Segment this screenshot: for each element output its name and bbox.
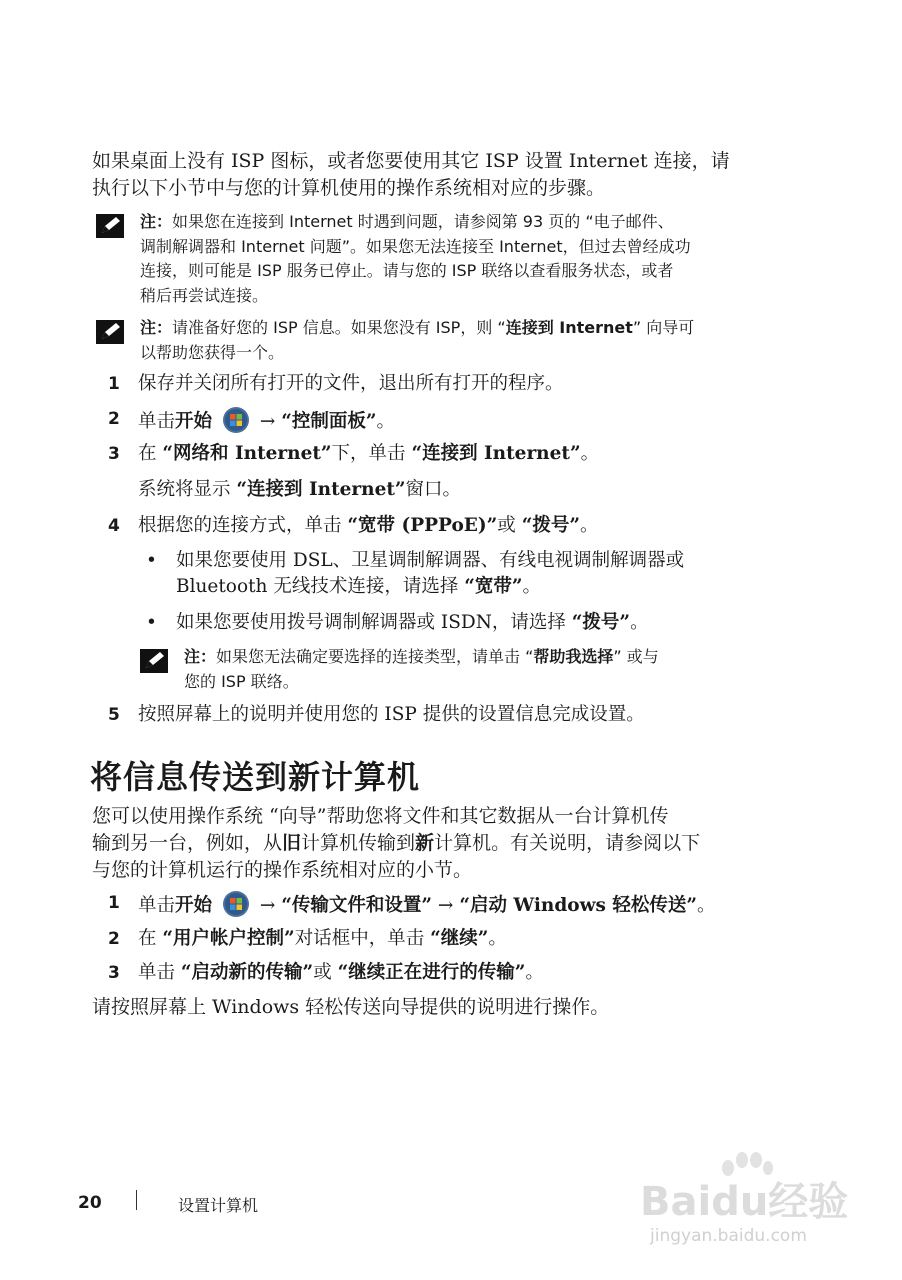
paragraph-text: 计算机传输到 [301,832,416,854]
note-label: 注： [184,647,217,666]
paragraph-line: 您可以使用操作系统 “向导”帮助您将文件和其它数据从一台计算机传 [92,805,669,827]
paragraph-text: 输到另一台，例如，从 [92,832,283,854]
step-text: 。 [697,895,716,916]
note-pencil-icon [96,214,124,238]
note-text: ” 或与 [613,647,659,666]
step-text: 或 [313,962,338,983]
step-text: 。 [376,411,396,432]
note-text: 请准备好您的 ISP 信息。如果您没有 ISP，则 “ [172,318,506,337]
step-text: 在 [138,928,163,949]
footer-section-title: 设置计算机 [178,1196,259,1215]
bullet-dot: • [146,550,157,571]
step-text: 单击 [138,962,181,983]
step-number: 2 [108,929,120,949]
intro-line: 执行以下小节中与您的计算机使用的操作系统相对应的步骤。 [92,177,606,199]
bullet-dot: • [146,612,157,633]
step-text: 对话框中，单击 [294,928,431,949]
step-text: 或 [497,515,522,536]
note-bold-text: 帮助我选择 [533,647,614,666]
arrow: → [259,411,276,432]
note-text: 稍后再尝试连接。 [140,285,269,305]
step-number: 3 [108,444,120,464]
step-text: 按照屏幕上的说明并使用您的 ISP 提供的设置信息完成设置。 [138,704,645,725]
paragraph-bold-text: 新 [415,832,435,854]
bullet-bold-text: “宽带” [464,576,523,597]
note-text: 如果您无法确定要选择的连接类型，请单击 “ [216,647,534,666]
bullet-bold-text: “拨号” [571,612,631,633]
step-text: 保存并关闭所有打开的文件，退出所有打开的程序。 [138,373,564,394]
step-number: 5 [108,705,120,725]
bullet-text: 。 [522,576,542,597]
step-bold-text: “宽带 (PPPoE)” [347,515,498,536]
paragraph-bold-text: 旧 [282,832,302,854]
note-label: 注： [140,212,173,231]
note-pencil-icon [96,320,124,344]
windows-start-orb-icon [222,406,250,434]
step-text: 在 [138,443,163,464]
arrow: → [259,895,276,916]
step-number: 4 [108,516,120,536]
step-bold-text: “用户帐户控制” [162,928,295,949]
step-bold-text: “拨号” [521,515,580,536]
step-number: 1 [108,374,120,394]
note-label: 注： [140,318,173,337]
step-number: 1 [108,893,120,913]
paragraph-line: 与您的计算机运行的操作系统相对应的小节。 [92,859,473,881]
windows-start-orb-icon [222,890,250,918]
step-text: 系统将显示 [138,479,237,500]
paragraph-text: 计算机。有关说明，请参阅以下 [434,832,701,854]
closing-paragraph: 请按照屏幕上 Windows 轻松传送向导提供的说明进行操作。 [92,996,610,1018]
control-panel-label: “控制面板” [281,411,377,432]
step-number: 2 [108,409,120,429]
start-menu-label: 开始 [175,411,213,432]
step-text: 窗口。 [405,479,462,500]
section-paragraph [92,803,792,884]
step-bold-text: “启动新的传输” [180,962,314,983]
step-text: 单击 [138,895,176,916]
note-text: 您的 ISP 联络。 [184,671,299,691]
bullet-text: 。 [630,612,649,633]
watermark-url: jingyan.baidu.com [650,1226,807,1246]
step-text: 。 [525,962,544,983]
step-text: 。 [580,443,600,464]
step-text: 单击 [138,411,176,432]
step-bold-text: “启动 Windows 轻松传送” [459,895,698,916]
step-text: 下，单击 [331,443,412,464]
baidu-watermark [640,1150,860,1260]
bullet-text: 如果您要使用拨号调制解调器或 ISDN，请选择 [176,612,572,633]
note-pencil-icon [140,649,168,673]
intro-paragraph [92,148,792,202]
step-bold-text: “连接到 Internet” [411,443,581,464]
intro-line: 如果桌面上没有 ISP 图标，或者您要使用其它 ISP 设置 Internet 连接，请 [92,150,730,172]
footer-divider [136,1190,137,1210]
note-text: 以帮助您获得一个。 [140,342,285,362]
step-bold-text: “网络和 Internet” [162,443,332,464]
note-text: 连接，则可能是 ISP 服务已停止。请与您的 ISP 联络以查看服务状态，或者 [140,261,674,280]
note-text: 调制解调器和 Internet 问题”。如果您无法连接至 Internet，但过去曾经成功 [140,236,691,256]
step-bold-text: “继续正在进行的传输” [337,962,526,983]
step-bold-text: “连接到 Internet” [236,479,406,500]
step-bold-text: “传输文件和设置” [281,895,433,916]
note-text: 如果您在连接到 Internet 时遇到问题，请参阅第 93 页的 “电子邮件、 [172,212,674,231]
step-text: 。 [488,928,507,949]
step-text: 。 [579,515,599,536]
note-bold-text: 连接到 Internet [505,318,633,337]
arrow: → [437,895,454,916]
step-text: 根据您的连接方式，单击 [138,515,348,536]
bullet-text: Bluetooth 无线技术连接，请选择 [176,576,465,597]
note-text: ” 向导可 [632,318,695,337]
page-number: 20 [78,1193,102,1213]
watermark-brand: Baidu经验 [640,1179,849,1225]
start-menu-label: 开始 [175,895,213,916]
step-bold-text: “继续” [430,928,489,949]
step-number: 3 [108,963,120,983]
section-heading: 将信息传送到新计算机 [90,758,421,796]
bullet-text: 如果您要使用 DSL、卫星调制解调器、有线电视调制解调器或 [176,550,685,571]
